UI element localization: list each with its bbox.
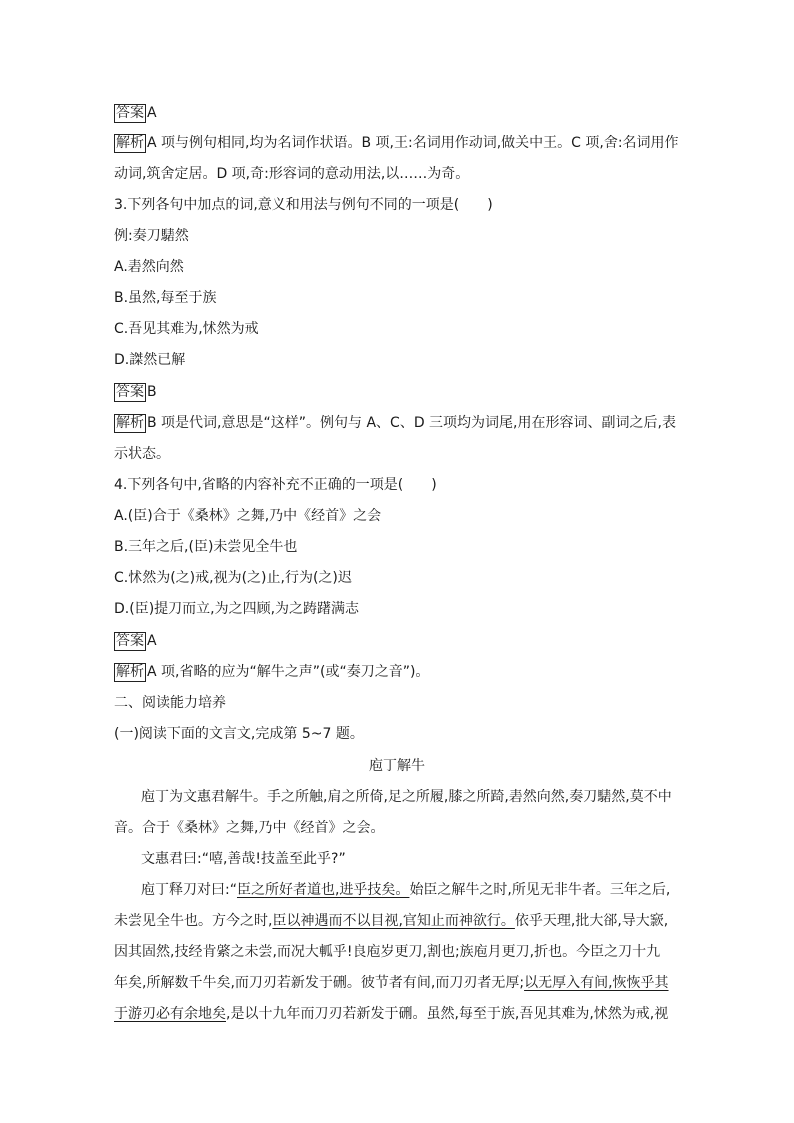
section-heading: 二、阅读能力培养 <box>114 695 226 711</box>
option-4a: A.(臣)合于《桑林》之舞,乃中《经首》之会 <box>114 508 382 524</box>
passage-p3-line1: 庖丁释刀对曰:“臣之所好者道也,进乎技矣。始臣之解牛之时,所见无非牛者。三年之后, <box>141 882 671 898</box>
answer-line-3: 答案 B <box>116 384 157 400</box>
passage-p3-line4: 年矣,所解数千牛矣,而刀刃若新发于硎。彼节者有间,而刀刃者无厚;以无厚入有间,恢恢乎其 <box>114 975 669 991</box>
option-3b: B.虽然,每至于族 <box>114 290 217 306</box>
question-4: 4.下列各句中,省略的内容补充不正确的一项是( ) <box>114 477 437 493</box>
analysis-label: 解析 <box>116 415 144 431</box>
passage-p3-line2: 未尝见全牛也。方今之时,臣以神遇而不以目视,官知止而神欲行。依乎天理,批大郤,导大窾, <box>114 913 669 929</box>
analysis-label: 解析 <box>116 664 144 680</box>
answer-label: 答案 <box>116 633 144 649</box>
passage-p1-line2: 音。合于《桑林》之舞,乃中《经首》之会。 <box>114 820 385 836</box>
analysis-line-1b: 动词,筑舍定居。D 项,奇:形容词的意动用法,以……为奇。 <box>114 166 470 182</box>
underlined-sentence: 臣以神遇而不以目视,官知止而神欲行。 <box>272 913 515 929</box>
subsection-heading: (一)阅读下面的文言文,完成第 5~7 题。 <box>114 726 364 742</box>
answer-label: 答案 <box>116 105 144 121</box>
option-4d: D.(臣)提刀而立,为之四顾,为之踌躇满志 <box>114 601 360 617</box>
question-3: 3.下列各句中加点的词,意义和用法与例句不同的一项是( ) <box>114 197 493 213</box>
underlined-sentence: 臣之所好者道也,进乎技矣。 <box>236 882 410 898</box>
answer-line-4: 答案 A <box>116 633 157 649</box>
analysis-line-1: 解析 A 项与例句相同,均为名词作状语。B 项,王:名词用作动词,做关中王。C 项,舍:名词用作 <box>116 135 679 151</box>
option-3c: C.吾见其难为,怵然为戒 <box>114 321 259 337</box>
analysis-label: 解析 <box>116 135 144 151</box>
passage-p2: 文惠君曰:“嘻,善哉!技盖至此乎?” <box>141 851 346 867</box>
answer-label: 答案 <box>116 384 144 400</box>
option-4b: B.三年之后,(臣)未尝见全牛也 <box>114 539 298 555</box>
underlined-sentence: 以无厚入有间,恢恢乎其 <box>524 975 669 991</box>
passage-p1-line1: 庖丁为文惠君解牛。手之所触,肩之所倚,足之所履,膝之所踦,砉然向然,奏刀騞然,莫不中 <box>141 789 672 805</box>
option-3d: D.謋然已解 <box>114 352 186 368</box>
underlined-sentence: 于游刃必有余地矣 <box>114 1006 226 1022</box>
passage-p3-line3: 因其固然,技经肯綮之未尝,而况大軱乎!良庖岁更刀,割也;族庖月更刀,折也。今臣之刀十九 <box>114 944 661 960</box>
question-3-example: 例:奏刀騞然 <box>114 228 189 244</box>
option-3a: A.砉然向然 <box>114 259 184 275</box>
passage-p3-line5: 于游刃必有余地矣,是以十九年而刀刃若新发于硎。虽然,每至于族,吾见其难为,怵然为戒,视 <box>114 1006 669 1022</box>
analysis-line-3b: 示状态。 <box>114 446 170 462</box>
passage-title: 庖丁解牛 <box>369 758 425 774</box>
analysis-line-4: 解析 A 项,省略的应为“解牛之声”(或“奏刀之音”)。 <box>116 664 430 680</box>
answer-line-1: 答案 A <box>116 105 157 121</box>
option-4c: C.怵然为(之)戒,视为(之)止,行为(之)迟 <box>114 570 352 586</box>
analysis-line-3: 解析 B 项是代词,意思是“这样”。例句与 A、C、D 三项均为词尾,用在形容词、副词之后,表 <box>116 415 676 431</box>
